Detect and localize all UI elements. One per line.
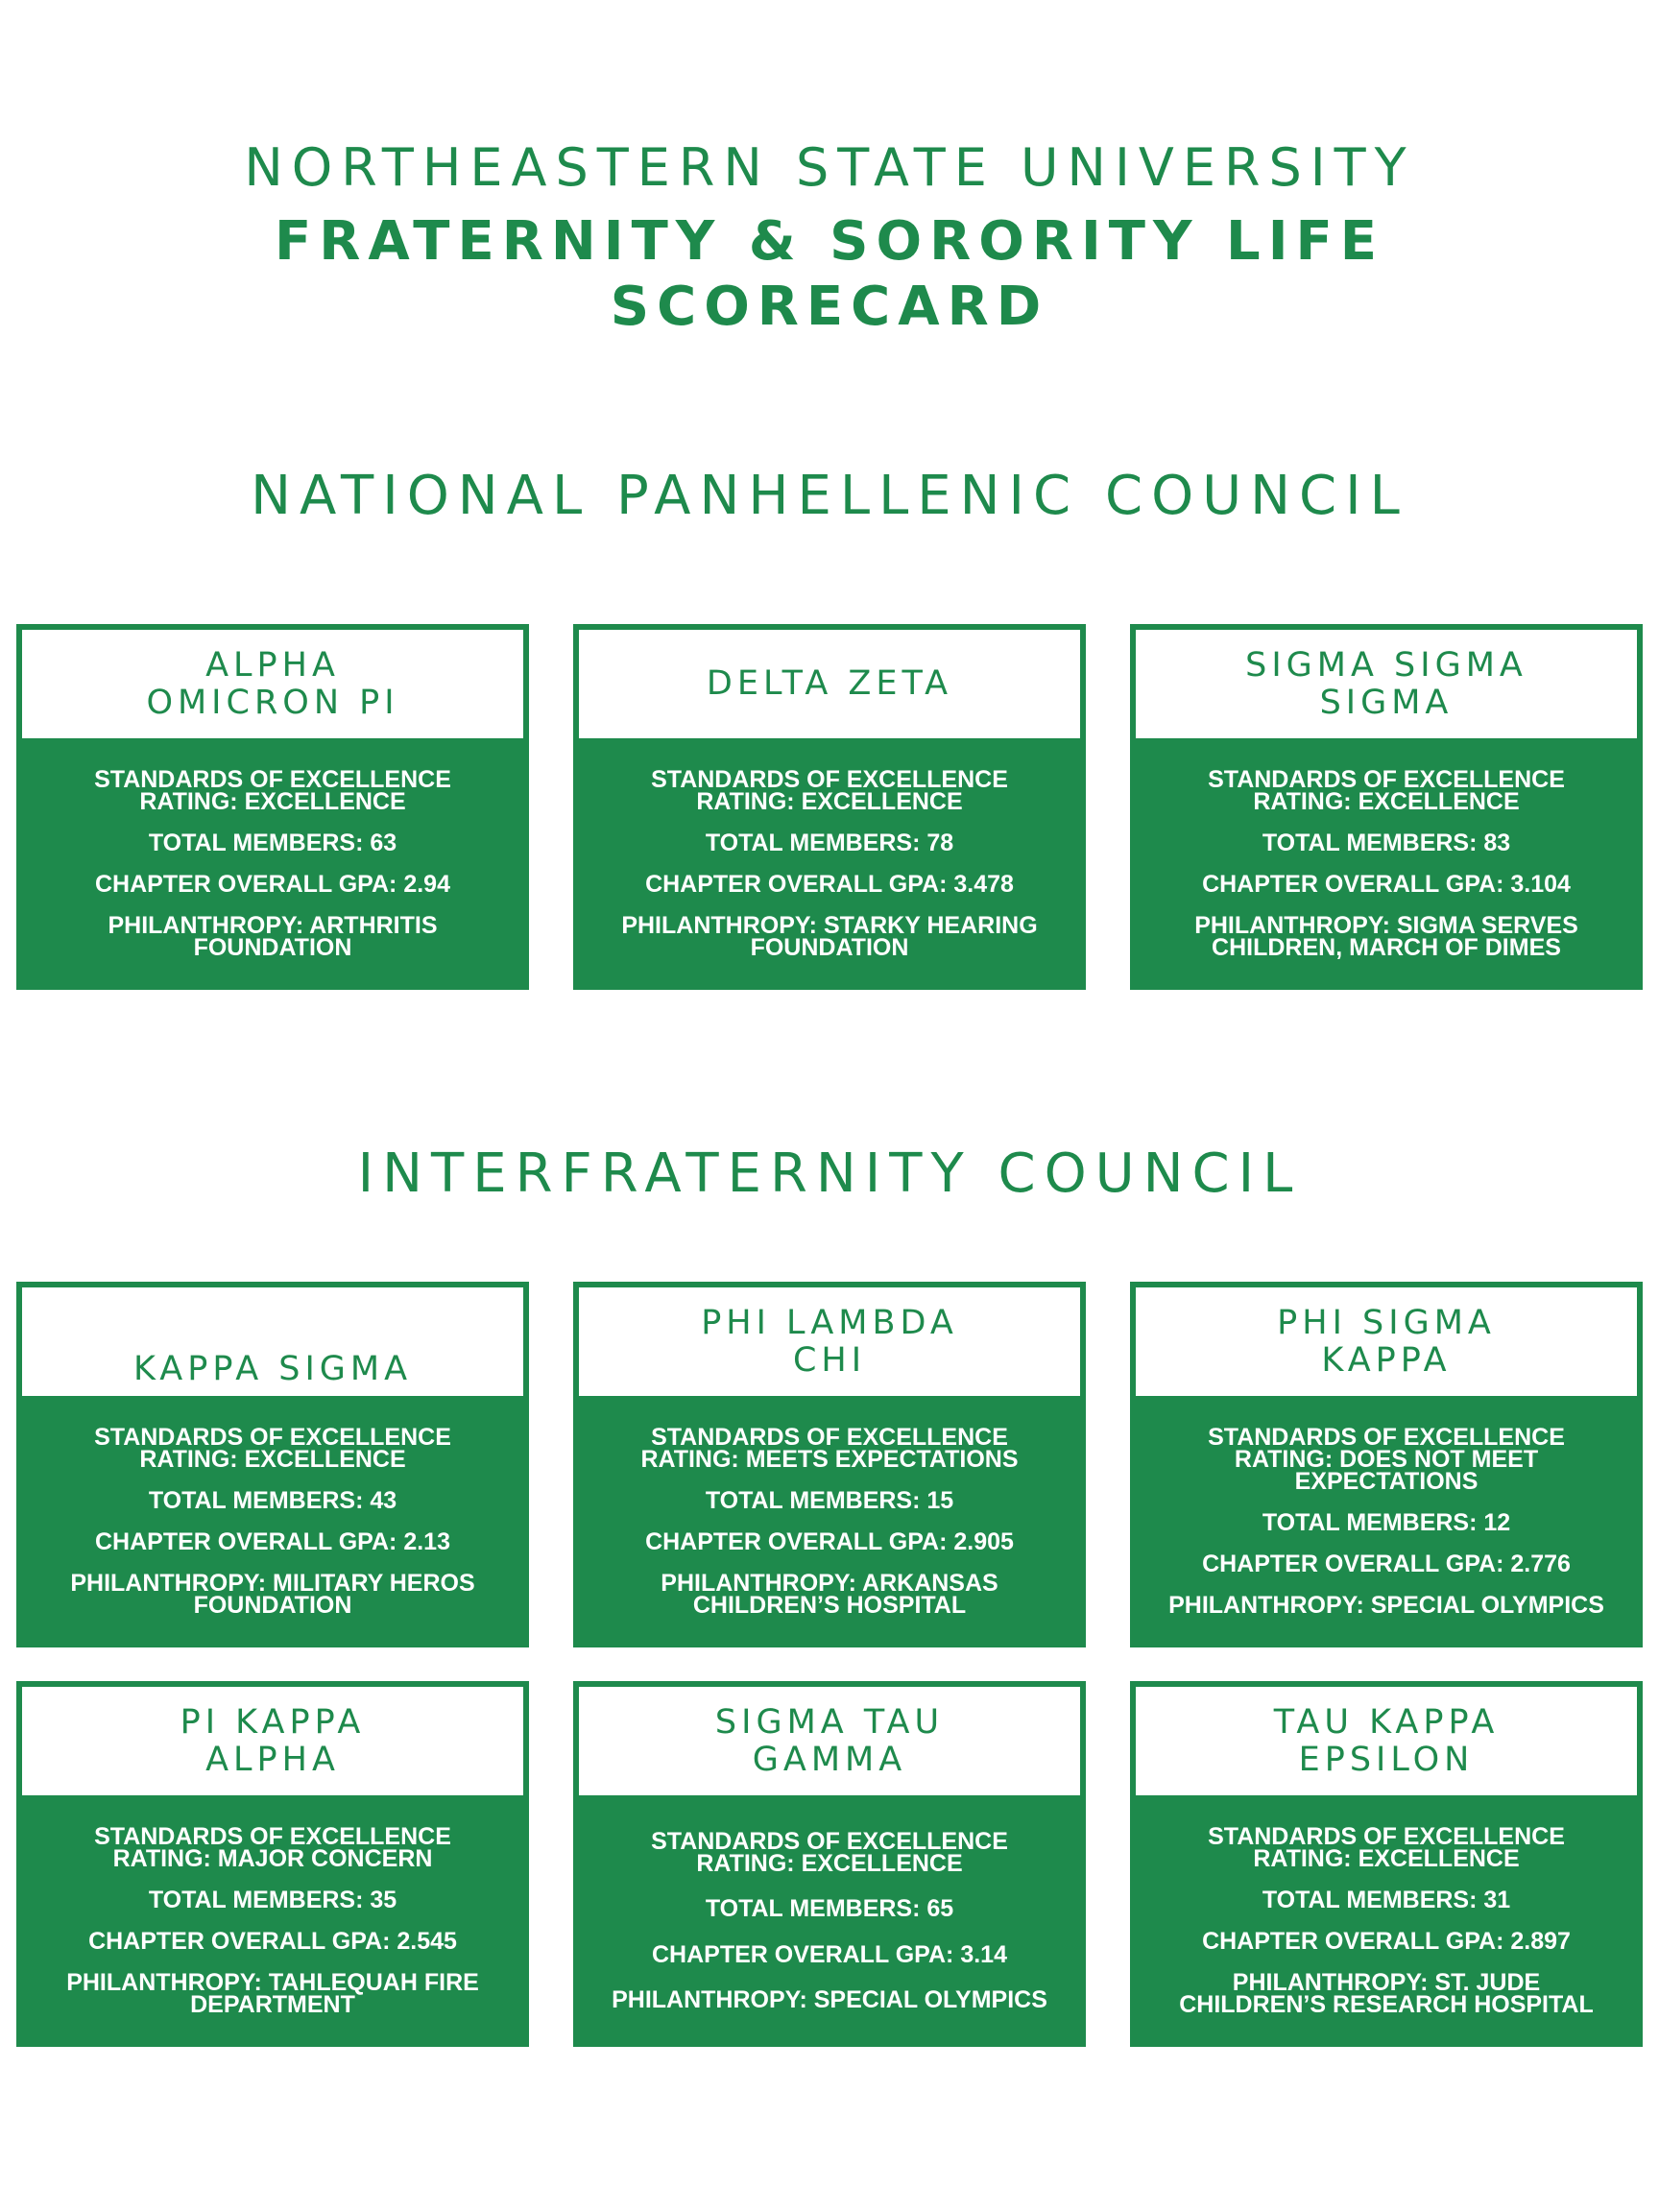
total-members: TOTAL MEMBERS: 31 <box>1262 1887 1511 1913</box>
total-members: TOTAL MEMBERS: 12 <box>1262 1509 1511 1536</box>
standards-rating: STANDARDS OF EXCELLENCE RATING: EXCELLENCE <box>94 766 451 815</box>
chapter-name: PHI LAMBDA CHI <box>701 1303 958 1380</box>
standards-rating: STANDARDS OF EXCELLENCE RATING: MAJOR CONCERN <box>94 1823 451 1872</box>
chapter-name: PHI SIGMA KAPPA <box>1277 1303 1496 1380</box>
philanthropy: PHILANTHROPY: SPECIAL OLYMPICS <box>1168 1592 1604 1619</box>
chapter-name: KAPPA SIGMA <box>132 1350 413 1388</box>
chapter-stats <box>1136 1801 1637 2041</box>
chapter-card <box>1130 624 1643 990</box>
chapter-gpa: CHAPTER OVERALL GPA: 3.104 <box>1202 871 1571 898</box>
philanthropy: PHILANTHROPY: ARTHRITIS FOUNDATION <box>108 912 438 961</box>
chapter-stats <box>1136 744 1637 984</box>
standards-rating: STANDARDS OF EXCELLENCE RATING: EXCELLENCE <box>651 1827 1008 1877</box>
philanthropy: PHILANTHROPY: SIGMA SERVES CHILDREN, MARCH OF DIMES <box>1194 912 1578 961</box>
chapter-card <box>573 1681 1086 2047</box>
total-members: TOTAL MEMBERS: 15 <box>705 1487 954 1514</box>
chapter-gpa: CHAPTER OVERALL GPA: 2.94 <box>95 871 450 898</box>
chapter-gpa: CHAPTER OVERALL GPA: 3.478 <box>645 871 1014 898</box>
standards-rating: STANDARDS OF EXCELLENCE RATING: DOES NOT MEET EXPECTATIONS <box>1208 1424 1565 1495</box>
chapter-name: ALPHA OMICRON PI <box>146 645 399 722</box>
standards-rating: STANDARDS OF EXCELLENCE RATING: MEETS EXPECTATIONS <box>640 1424 1019 1473</box>
standards-rating: STANDARDS OF EXCELLENCE RATING: EXCELLENCE <box>1208 766 1565 815</box>
chapter-stats <box>579 1402 1080 1642</box>
section-heading-panhellenic: NATIONAL PANHELLENIC COUNCIL <box>251 465 1408 527</box>
chapter-name: SIGMA TAU GAMMA <box>714 1702 945 1779</box>
total-members: TOTAL MEMBERS: 43 <box>148 1487 397 1514</box>
total-members: TOTAL MEMBERS: 35 <box>148 1887 397 1913</box>
philanthropy: PHILANTHROPY: MILITARY HEROS FOUNDATION <box>70 1570 475 1619</box>
chapter-name-box <box>22 1687 523 1795</box>
total-members: TOTAL MEMBERS: 65 <box>705 1895 954 1923</box>
chapter-stats <box>579 1801 1080 2041</box>
chapter-gpa: CHAPTER OVERALL GPA: 3.14 <box>652 1940 1007 1968</box>
chapter-name-box <box>579 1287 1080 1396</box>
chapter-stats <box>579 744 1080 984</box>
chapter-name-box <box>22 1287 523 1396</box>
chapter-stats <box>1136 1402 1637 1642</box>
chapter-gpa: CHAPTER OVERALL GPA: 2.905 <box>645 1528 1014 1555</box>
philanthropy: PHILANTHROPY: TAHLEQUAH FIRE DEPARTMENT <box>66 1969 479 2018</box>
page-title-text: FRATERNITY & SORORITY LIFE SCORECARD <box>274 210 1385 338</box>
section-heading-interfraternity: INTERFRATERNITY COUNCIL <box>357 1142 1302 1205</box>
standards-rating: STANDARDS OF EXCELLENCE RATING: EXCELLENCE <box>651 766 1008 815</box>
chapter-name-box <box>1136 630 1637 738</box>
chapter-name-box <box>579 1687 1080 1795</box>
university-name: NORTHEASTERN STATE UNIVERSITY <box>244 137 1415 198</box>
chapter-gpa: CHAPTER OVERALL GPA: 2.13 <box>95 1528 450 1555</box>
chapter-gpa: CHAPTER OVERALL GPA: 2.545 <box>88 1928 457 1955</box>
chapter-name-box <box>1136 1287 1637 1396</box>
chapter-name-box <box>22 630 523 738</box>
philanthropy: PHILANTHROPY: SPECIAL OLYMPICS <box>612 1986 1047 2014</box>
chapter-name-box <box>1136 1687 1637 1795</box>
total-members: TOTAL MEMBERS: 83 <box>1262 830 1511 856</box>
total-members: TOTAL MEMBERS: 78 <box>705 830 954 856</box>
philanthropy: PHILANTHROPY: ARKANSAS CHILDREN’S HOSPITAL <box>661 1570 998 1619</box>
chapter-gpa: CHAPTER OVERALL GPA: 2.776 <box>1202 1551 1571 1577</box>
chapter-stats <box>22 1402 523 1642</box>
chapter-card <box>16 1681 529 2047</box>
chapter-name: DELTA ZETA <box>706 664 953 703</box>
chapter-name: SIGMA SIGMA SIGMA <box>1245 645 1527 722</box>
chapter-name-box <box>579 630 1080 738</box>
page-title <box>0 209 1659 340</box>
chapter-card <box>16 624 529 990</box>
chapter-card <box>1130 1282 1643 1647</box>
standards-rating: STANDARDS OF EXCELLENCE RATING: EXCELLENCE <box>94 1424 451 1473</box>
chapter-card <box>1130 1681 1643 2047</box>
chapter-gpa: CHAPTER OVERALL GPA: 2.897 <box>1202 1928 1571 1955</box>
chapter-stats <box>22 1801 523 2041</box>
total-members: TOTAL MEMBERS: 63 <box>148 830 397 856</box>
chapter-name: PI KAPPA ALPHA <box>180 1702 366 1779</box>
philanthropy: PHILANTHROPY: STARKY HEARING FOUNDATION <box>621 912 1038 961</box>
standards-rating: STANDARDS OF EXCELLENCE RATING: EXCELLENCE <box>1208 1823 1565 1872</box>
chapter-card <box>573 624 1086 990</box>
chapter-card <box>16 1282 529 1647</box>
philanthropy: PHILANTHROPY: ST. JUDE CHILDREN’S RESEARCH HOSPITAL <box>1179 1969 1594 2018</box>
chapter-name: TAU KAPPA EPSILON <box>1273 1702 1500 1779</box>
chapter-card <box>573 1282 1086 1647</box>
chapter-stats <box>22 744 523 984</box>
